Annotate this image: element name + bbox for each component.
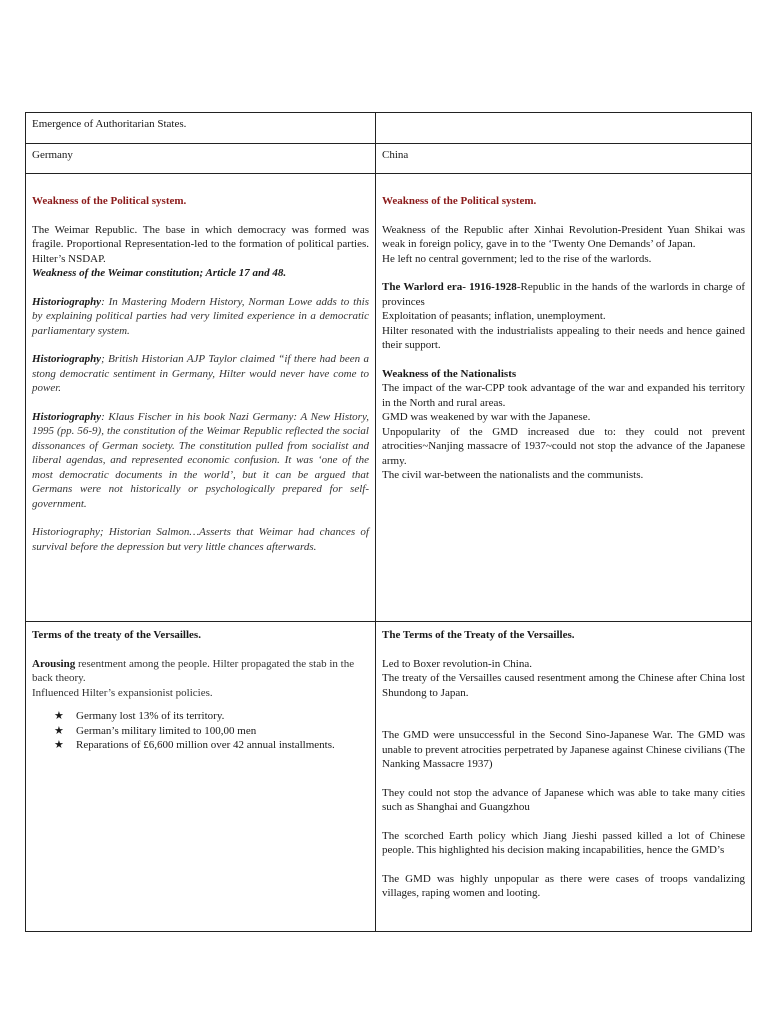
comparison-table <box>25 112 752 932</box>
historiography-salmon: Historiography; Historian Salmon…Asserts that Weimar had chances of survival before the depression but very little chances afterwards. <box>32 526 369 553</box>
nationalists-p3: Unpopularity of the GMD increased due to: they could not prevent atrocities~Nanjing massacre of 1937~could not stop the advance of the Japanese army. <box>382 425 745 467</box>
china-weak-paragraph: Weakness of the Republic after Xinhai Revolution-President Yuan Shikai was weak in foreign policy, gave in to the ‘Twenty One Demands’ of Japan. <box>382 223 745 250</box>
nationalists-p2: GMD was weakened by war with the Japanese. <box>382 411 591 423</box>
list-item-text: German’s military limited to 100,00 men <box>76 724 257 737</box>
treaty-row <box>26 622 752 932</box>
china-treaty-heading: The Terms of the Treaty of the Versailles. <box>382 629 575 641</box>
title-row <box>26 113 752 144</box>
table-title: Emergence of Authoritarian States. <box>26 113 376 144</box>
historiography-text: ; British Historian AJP Taylor claimed “if there had been a stong democratic sentiment in Germany, Hilter would never have come to power. <box>32 353 369 394</box>
historiography-fischer <box>32 410 369 512</box>
weimar-constitution-note: Weakness of the Weimar constitution; Article 17 and 48. <box>32 267 287 279</box>
china-treaty-p4: They could not stop the advance of Japanese which was able to take many cities such as Shanghai and Guangzhou <box>382 786 745 813</box>
expansionist-note: Influenced Hilter’s expansionist policies. <box>32 686 213 699</box>
historiography-lowe <box>32 295 369 339</box>
country-row <box>26 144 752 174</box>
star-bullet-icon: ★ <box>54 739 64 751</box>
arousing-label: Arousing <box>32 657 76 670</box>
warlord-era-paragraph <box>382 280 745 309</box>
historiography-label: Historiography <box>32 410 102 423</box>
column-header-china: China <box>376 144 752 174</box>
china-treaty-p3: The GMD were unsuccessful in the Second Sino-Japanese War. The GMD was unable to prevent atrocities perpetrated by Japanese against Chinese civilians (The Nanking Massacre 1937) <box>382 729 745 770</box>
star-bullet-icon: ★ <box>54 724 64 737</box>
china-treaty-p6: The GMD was highly unpopular as there were cases of troops vandalizing villages, raping women and looting. <box>382 872 745 899</box>
nationalists-p4: The civil war-between the nationalists and the communists. <box>382 469 644 481</box>
germany-treaty-heading: Terms of the treaty of the Versailles. <box>32 629 201 641</box>
historiography-text: : In Mastering Modern History, Norman Lowe adds to this by explaining political parties had very limited experience in a democratic parliamentary system. <box>32 295 369 337</box>
china-political-cell <box>376 174 752 622</box>
nationalists-heading: Weakness of the Nationalists <box>382 367 517 380</box>
historiography-label: Historiography <box>32 295 102 308</box>
china-treaty-cell <box>376 622 752 932</box>
star-bullet-icon: ★ <box>54 710 64 722</box>
historiography-taylor <box>32 352 369 396</box>
historiography-text: : Klaus Fischer in his book Nazi Germany: A New History, 1995 (pp. 56-9), the constitution of the Weimar Republic reflected the social dissonances of German society. The constitution pulled from socialist and liberal agendas, and represented economic confusion. It was ‘one of the most democratic documents in the world’, but it can be argued that Germans were not historically or psychologically prepared for self-government. <box>32 410 369 510</box>
list-item-text: Reparations of £6,600 million over 42 annual installments. <box>76 739 335 751</box>
germany-weakness-heading: Weakness of the Political system. <box>32 195 187 207</box>
table-title-empty-cell <box>376 113 752 144</box>
list-item <box>54 709 369 724</box>
political-weakness-row <box>26 174 752 622</box>
warlord-era-label: The Warlord era- 1916-1928 <box>382 281 517 293</box>
arousing-text: resentment among the people. Hilter propagated the stab in the back theory. <box>32 657 355 684</box>
warlord-industrialists: Hilter resonated with the industrialists appealing to their needs and hence gained their support. <box>382 324 745 351</box>
germany-political-cell <box>26 174 376 622</box>
germany-weak-paragraph: The Weimar Republic. The base in which democracy was formed was fragile. Proportional Representation-led to the formation of political parties. Hilter’s NSDAP. <box>32 223 369 265</box>
warlord-era-text: -Republic in the hands of the warlords in charge of provinces <box>382 281 745 308</box>
china-treaty-p5: The scorched Earth policy which Jiang Jieshi passed killed a lot of Chinese people. This highlighted his decision making incapabilities, hence the GMD’s <box>382 829 745 856</box>
historiography-label: Historiography <box>32 353 102 365</box>
china-treaty-p1: Led to Boxer revolution-in China. <box>382 657 532 670</box>
warlord-exploitation: Exploitation of peasants; inflation, unemployment. <box>382 310 606 322</box>
column-header-germany: Germany <box>26 144 376 174</box>
china-warlords-note: He left no central government; led to the rise of the warlords. <box>382 252 652 265</box>
treaty-terms-list <box>54 709 369 753</box>
list-item <box>54 724 369 739</box>
china-weakness-heading: Weakness of the Political system. <box>382 195 537 207</box>
nationalists-p1: The impact of the war-CPP took advantage of the war and expanded his territory in the North and rural areas. <box>382 382 745 409</box>
china-treaty-p2: The treaty of the Versailles caused resentment among the Chinese after China lost Shundong to Japan. <box>382 672 745 699</box>
arousing-paragraph <box>32 657 369 686</box>
germany-treaty-cell <box>26 622 376 932</box>
list-item <box>54 738 369 753</box>
list-item-text: Germany lost 13% of its territory. <box>76 710 225 722</box>
